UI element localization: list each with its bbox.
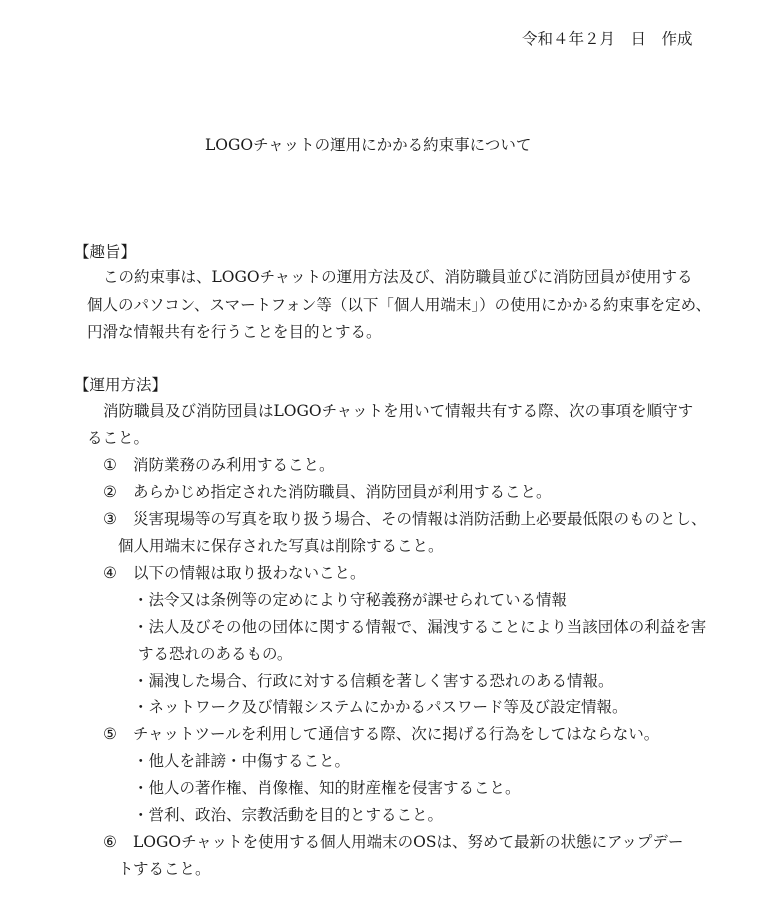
item-line: トすること。 bbox=[118, 860, 211, 878]
item-number: ② bbox=[103, 483, 117, 501]
bullet-line: ・営利、政治、宗教活動を目的とすること。 bbox=[133, 806, 444, 824]
bullet-line: する恐れのあるもの。 bbox=[138, 645, 293, 663]
bullet-line: ・法人及びその他の団体に関する情報で、漏洩することにより当該団体の利益を害 bbox=[133, 618, 707, 636]
item-line: あらかじめ指定された消防職員、消防団員が利用すること。 bbox=[133, 483, 552, 501]
purpose-line: 円滑な情報共有を行うことを目的とする。 bbox=[87, 323, 382, 341]
item-line: チャットツールを利用して通信する際、次に掲げる行為をしてはならない。 bbox=[133, 725, 660, 743]
bullet-line: ・漏洩した場合、行政に対する信頼を著しく害する恐れのある情報。 bbox=[133, 672, 614, 690]
item-line: LOGOチャットを使用する個人用端末のOSは、努めて最新の状態にアップデー bbox=[133, 833, 684, 851]
item-line: 消防業務のみ利用すること。 bbox=[133, 456, 335, 474]
document-title: LOGOチャットの運用にかかる約束事について bbox=[205, 136, 532, 154]
item-line: 個人用端末に保存された写真は削除すること。 bbox=[118, 537, 444, 555]
date-line: 令和４年２月 日 作成 bbox=[522, 30, 693, 48]
item-line: 災害現場等の写真を取り扱う場合、その情報は消防活動上必要最低限のものとし、 bbox=[133, 510, 707, 528]
item-number: ⑥ bbox=[103, 833, 117, 851]
item-number: ⑤ bbox=[103, 725, 117, 743]
item-line: 以下の情報は取り扱わないこと。 bbox=[133, 564, 366, 582]
section-heading-purpose: 【趣旨】 bbox=[74, 243, 137, 261]
item-number: ① bbox=[103, 456, 117, 474]
purpose-line: 個人のパソコン、スマートフォン等（以下「個人用端末」）の使用にかかる約束事を定め、 bbox=[87, 296, 712, 314]
operation-intro-line: ること。 bbox=[87, 429, 150, 447]
purpose-line: この約束事は、LOGOチャットの運用方法及び、消防職員並びに消防団員が使用する bbox=[103, 268, 693, 286]
operation-intro-line: 消防職員及び消防団員はLOGOチャットを用いて情報共有する際、次の事項を順守す bbox=[103, 402, 694, 420]
item-number: ④ bbox=[103, 564, 117, 582]
section-heading-operation: 【運用方法】 bbox=[74, 376, 168, 394]
bullet-line: ・他人を誹謗・中傷すること。 bbox=[133, 752, 351, 770]
bullet-line: ・法令又は条例等の定めにより守秘義務が課せられている情報 bbox=[133, 591, 568, 609]
item-number: ③ bbox=[103, 510, 117, 528]
bullet-line: ・ネットワーク及び情報システムにかかるパスワード等及び設定情報。 bbox=[133, 698, 628, 716]
bullet-line: ・他人の著作権、肖像権、知的財産権を侵害すること。 bbox=[133, 779, 521, 797]
